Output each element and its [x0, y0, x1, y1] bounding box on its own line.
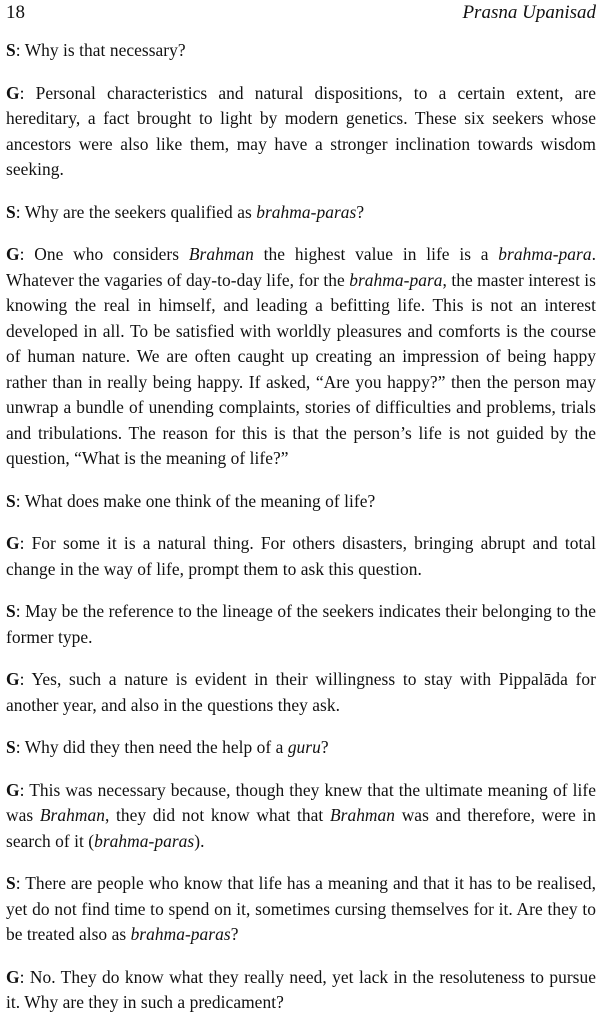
speaker-label: S — [6, 873, 16, 893]
running-title: Prasna Upanisad — [462, 2, 596, 23]
paragraph-text: , the master interest is knowing the real in himself, and leading a befitting life. This is not an interest developed in all. To be satisfied with worldly pleasures and comforts is the course of human nature. We are often caught up creating an impression of being happy rather than in really being happy. If asked, “Are you happy?” then the person may unwrap a bundle of unending complaints, stories of difficulties and problems, trials and tribulations. The reason for this is that the person’s life is not guided by the question, “What is the meaning of life?” — [6, 269, 596, 468]
paragraph-text: : No. They do know what they really need, yet lack in the resoluteness to pursue it. Why are they in such a predicament? — [6, 966, 596, 1012]
speaker-label: S — [6, 601, 16, 621]
paragraph-text: : For some it is a natural thing. For others disasters, bringing abrupt and total change in the way of life, prompt them to ask this question. — [6, 533, 596, 579]
dialogue-paragraph — [6, 735, 596, 761]
paragraph-text: ? — [320, 737, 329, 757]
paragraph-text: : Yes, such a nature is evident in their willingness to stay with Pippalāda for another year, and also in the questions they ask. — [6, 669, 596, 715]
italic-term: brahma-paras — [130, 924, 231, 944]
dialogue-paragraph — [6, 599, 596, 650]
speaker-label: G — [6, 669, 20, 689]
paragraph-text: : Personal characteristics and natural dispositions, to a certain extent, are hereditary, a fact brought to light by modern genetics. These six seekers whose ancestors were also like them, may have a stronger inclination towards wisdom seeking. — [6, 82, 596, 179]
italic-term: Brahman — [329, 805, 396, 825]
italic-term: guru — [287, 737, 321, 757]
speaker-label: S — [6, 201, 16, 222]
paragraph-text: : One who considers — [19, 244, 189, 264]
italic-term: brahma-para — [349, 269, 443, 290]
paragraph-text: : Why did they then need the help of a — [15, 737, 288, 757]
dialogue-paragraph — [6, 778, 596, 855]
paragraph-text: : Why is that necessary? — [15, 40, 186, 60]
dialogue-paragraph — [6, 531, 596, 582]
italic-term: Brahman — [39, 805, 105, 825]
dialogue-paragraph — [6, 667, 596, 718]
dialogue-paragraph — [6, 871, 596, 948]
italic-term: brahma-paras — [256, 201, 357, 222]
dialogue-paragraph — [6, 489, 596, 515]
speaker-label: G — [6, 966, 20, 987]
speaker-label: S — [6, 40, 16, 60]
paragraph-text: was and therefore, were in search of it ( — [6, 805, 596, 851]
speaker-label: G — [6, 244, 20, 264]
dialogue-paragraph — [6, 38, 596, 64]
dialogue-paragraph — [6, 200, 596, 226]
dialogue-body — [6, 38, 596, 1016]
paragraph-text: : Why are the seekers qualified as — [15, 201, 257, 222]
paragraph-text: ). — [194, 830, 205, 851]
speaker-label: G — [6, 82, 20, 103]
paragraph-text: : May be the reference to the lineage of the seekers indicates their belonging to the former type. — [6, 601, 596, 647]
paragraph-text: . Whatever the vagaries of day-to-day life, for the — [6, 244, 597, 290]
paragraph-text: : What does make one think of the meaning of life? — [15, 490, 376, 511]
italic-term: brahma-para — [498, 244, 592, 264]
speaker-label: G — [6, 779, 20, 800]
page-number: 18 — [6, 2, 25, 23]
speaker-label: G — [6, 533, 20, 553]
paragraph-text: : This was necessary because, though they knew that the ultimate meaning of life was — [6, 779, 596, 825]
paragraph-text: , they did not know what that — [104, 805, 330, 825]
dialogue-paragraph — [6, 81, 596, 183]
paragraph-text: the highest value in life is a — [253, 244, 499, 264]
paragraph-text: ? — [230, 924, 239, 944]
dialogue-paragraph — [6, 242, 596, 472]
dialogue-paragraph — [6, 965, 596, 1016]
italic-term: brahma-paras — [94, 830, 195, 851]
italic-term: Brahman — [188, 244, 254, 264]
paragraph-text: ? — [356, 201, 365, 222]
paragraph-text: : There are people who know that life has a meaning and that it has to be realised, yet do not find time to spend on it, sometimes cursing themselves for it. Are they to be treated also as — [6, 873, 596, 944]
page-header — [6, 0, 596, 30]
speaker-label: S — [6, 737, 16, 757]
speaker-label: S — [6, 490, 16, 511]
